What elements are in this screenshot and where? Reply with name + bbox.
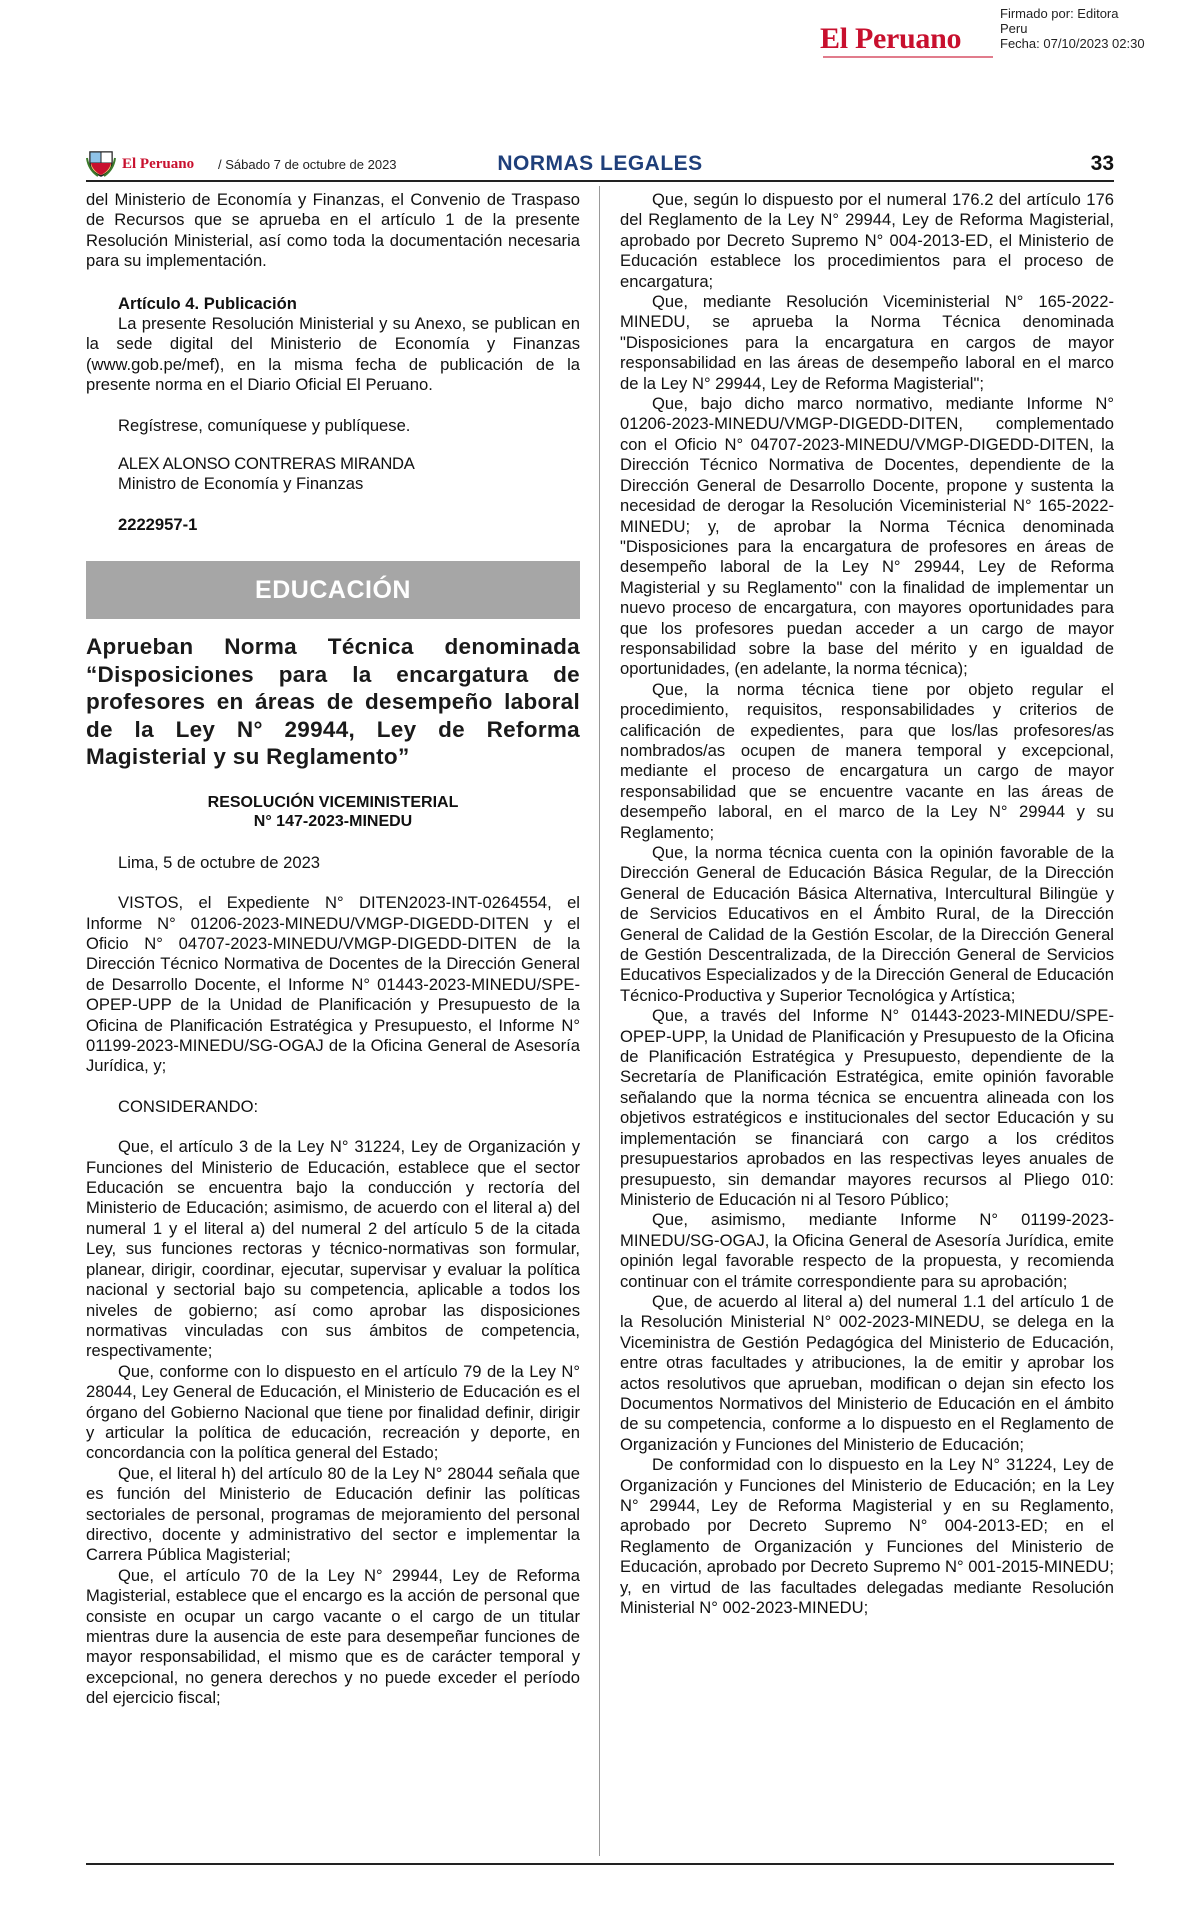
resolution-title <box>86 793 580 831</box>
logo-underline <box>823 56 993 58</box>
paragraph: Que, el artículo 70 de la Ley N° 29944, Ley de Reforma Magisterial, establece que el encargo es la acción de personal que consiste en ocupar un cargo vacante o el cargo de un titular mientras dure la ausencia de este para desempeñar funciones de mayor responsabilidad, el mismo que es de carácter temporal y excepcional, no genera derechos y no puede exceder el período del ejercicio fiscal; <box>86 1565 580 1708</box>
paragraph: Que, conforme con lo dispuesto en el artículo 79 de la Ley N° 28044, Ley General de Educación, el Ministerio de Educación es el órgano del Gobierno Nacional que tiene por finalidad definir, dirigir y articular la política de educación, recreación y deporte, en concordancia con la política general del Estado; <box>86 1361 580 1463</box>
article-title: Artículo 4. Publicación <box>118 293 297 313</box>
header-rule <box>86 180 1114 182</box>
header-date: / Sábado 7 de octubre de 2023 <box>218 157 397 172</box>
paragraph: Que, asimismo, mediante Informe N° 01199-2023-MINEDU/SG-OGAJ, la Oficina General de Asesoría Jurídica, emite opinión legal favorable respecto de la propuesta, y recomienda continuar con el trámite correspondiente para su aprobación; <box>620 1210 1114 1291</box>
norm-summary-title: Aprueban Norma Técnica denominada “Disposiciones para la encargatura de profesores en áreas de desempeño laboral de la Ley N° 29944, Ley de Reforma Magisterial y su Reglamento” <box>86 634 580 770</box>
paragraph: Que, la norma técnica tiene por objeto regular el procedimiento, requisitos, responsabilidades y criterios de calificación de expedientes, para que los/las profesores/as nombrados/as ocupen de manera temporal y excepcional, mediante el proceso de encargatura un cargo de mayor responsabilidad que se encuentre vacante en las áreas de desempeño laboral, en el marco de la Ley N° 29944 y su Reglamento; <box>620 679 1114 842</box>
section-title: NORMAS LEGALES <box>497 152 703 175</box>
resolution-number: N° 147-2023-MINEDU <box>253 812 413 830</box>
page-number: 33 <box>1090 152 1114 175</box>
signer-role: Ministro de Economía y Finanzas <box>118 474 364 494</box>
vistos-paragraph: VISTOS, el Expediente N° DITEN2023-INT-0264554, el Informe N° 01206-2023-MINEDU/VMGP-DIGEDD-DITEN y el Oficio N° 04707-2023-MINEDU/VMGP-DIGEDD-DITEN de la Dirección Técnico Normativa de Docentes de la Dirección General de Desarrollo Docente, el Informe N° 01443-2023-MINEDU/SPE-OPEP-UPP de la Unidad de Planificación y Presupuesto de la Oficina de Planificación Estratégica y Presupuesto, el Informe N° 01199-2023-MINEDU/SG-OGAJ de la Oficina General de Asesoría Jurídica, y; <box>86 893 580 1076</box>
paragraph: Que, bajo dicho marco normativo, mediante Informe N° 01206-2023-MINEDU/VMGP-DIGEDD-DITEN, complementado con el Oficio N° 04707-2023-MINEDU/VMGP-DIGEDD-DITEN, la Dirección Técnico Normativa de Docentes, dependiente de la Dirección General de Desarrollo Docente, propone y sustenta la necesidad de derogar la Resolución Viceministerial N° 165-2022-MINEDU; y, de aprobar la Norma Técnica denominada "Disposiciones para la encargatura de profesores en áreas de desempeño laboral de la Ley N° 29944, Ley de Reforma Magisterial y su Reglamento" con la finalidad de implementar un nuevo proceso de encargatura, con mayores oportunidades para que los profesores puedan acceder a un cargo de mayor responsabilidad sobre la base del mérito y en igualdad de oportunidades, (en adelante, la norma técnica); <box>620 394 1114 679</box>
considerando-heading: CONSIDERANDO: <box>118 1096 259 1116</box>
signature-date: Fecha: 07/10/2023 02:30 <box>1000 36 1145 51</box>
paragraph: Que, según lo dispuesto por el numeral 176.2 del artículo 176 del Reglamento de la Ley N° 29944, Ley de Reforma Magisterial, aprobado por Decreto Supremo N° 004-2013-ED, el Ministerio de Educación establece los procedimientos para el proceso de encargatura; <box>620 190 1114 291</box>
place-date: Lima, 5 de octubre de 2023 <box>118 852 321 872</box>
paragraph: Que, la norma técnica cuenta con la opinión favorable de la Dirección General de Educación Básica Regular, de la Dirección General de Educación Básica Alternativa, Intercultural Bilingüe y de Servicios Educativos en el Ámbito Rural, de la Dirección General de Calidad de la Gestión Escolar, de la Dirección General de Gestión Descentralizada, de la Dirección General de Servicios Educativos Especializados y de la Dirección General de Educación Técnico-Productiva y Superior Tecnológica y Artística; <box>620 843 1114 1005</box>
signed-by: Firmado por: Editora <box>1000 6 1119 21</box>
sector-banner: EDUCACIÓN <box>86 561 580 619</box>
right-column <box>620 190 1114 1618</box>
norm-code: 2222957-1 <box>118 514 198 534</box>
paragraph: del Ministerio de Economía y Finanzas, el Convenio de Traspaso de Recursos que se aprueba en el artículo 1 de la presente Resolución Ministerial, así como toda la documentación necesaria para su implementación. <box>86 190 580 271</box>
header-paper-name: El Peruano <box>122 156 195 172</box>
signature-info <box>1000 6 1145 51</box>
signed-by-2: Peru <box>1000 21 1028 36</box>
paragraph: De conformidad con lo dispuesto en la Ley N° 31224, Ley de Organización y Funciones del Ministerio de Educación; en la Ley N° 29944, Ley de Reforma Magisterial y en su Reglamento, aprobado por Decreto Supremo N° 004-2013-ED; en el Reglamento de Organización y Funciones del Ministerio de Educación, aprobado por Decreto Supremo N° 001-2015-MINEDU; y, en virtud de las facultades delegadas mediante Resolución Ministerial N° 002-2023-MINEDU; <box>620 1455 1114 1618</box>
signer-name: ALEX ALONSO CONTRERAS MIRANDA <box>118 454 415 474</box>
signature-stamp <box>820 6 1192 58</box>
resolution-type: RESOLUCIÓN VICEMINISTERIAL <box>207 793 459 811</box>
page-header <box>86 146 1114 180</box>
paragraph: La presente Resolución Ministerial y su Anexo, se publican en la sede digital del Ministerio de Economía y Finanzas (www.gob.pe/mef), en la misma fecha de publicación de la presente norma en el Diario Oficial El Peruano. <box>86 314 580 395</box>
footer-rule <box>86 1863 1114 1865</box>
column-divider <box>599 186 600 1856</box>
paragraph: Que, mediante Resolución Viceministerial N° 165-2022-MINEDU, se aprueba la Norma Técnica denominada "Disposiciones para la encargatura en cargos de mayor responsabilidad en las áreas de desempeño laboral en el marco de la Ley N° 29944, Ley de Reforma Magisterial"; <box>620 292 1114 393</box>
paragraph: Que, el literal h) del artículo 80 de la Ley N° 28044 señala que es función del Ministerio de Educación definir las políticas sectoriales de personal, programas de mejoramiento del personal directivo, docente y administrativo del sector e implementar la Carrera Pública Magisterial; <box>86 1463 580 1565</box>
closing-formula: Regístrese, comuníquese y publíquese. <box>118 415 411 435</box>
paragraph: Que, a través del Informe N° 01443-2023-MINEDU/SPE-OPEP-UPP, la Unidad de Planificación y Presupuesto de la Oficina de Planificación Estratégica y Presupuesto, dependiente de la Secretaría de Planificación Estratégica, emite opinión favorable señalando que la norma técnica se encuentra alineada con los objetivos estratégicos e institucionales del sector Educación y su implementación se financiará con cargo a los créditos presupuestarios aprobados en las respectivas leyes anuales de presupuesto, sin demandar mayores recursos al Pliego 010: Ministerio de Educación ni al Tesoro Público; <box>620 1006 1114 1209</box>
paragraph: Que, el artículo 3 de la Ley N° 31224, Ley de Organización y Funciones del Ministerio de Educación, establece que el sector Educación se encuentra bajo la conducción y rectoría del Ministerio de Educación; asimismo, de acuerdo con el literal a) del numeral 1 y el literal a) del numeral 2 del artículo 5 de la citada Ley, sus funciones rectoras y técnico-normativas son formular, planear, dirigir, coordinar, ejecutar, supervisar y evaluar la política nacional y sectorial bajo su competencia, aplicable a todos los niveles de gobierno; así como aprobar las disposiciones normativas vinculadas con sus ámbitos de competencia, respectivamente; <box>86 1137 580 1361</box>
left-column <box>86 190 580 1709</box>
el-peruano-logo: El Peruano <box>820 22 962 55</box>
paragraph: Que, de acuerdo al literal a) del numeral 1.1 del artículo 1 de la Resolución Ministerial N° 002-2023-MINEDU, se delega en la Viceministra de Gestión Pedagógica del Ministerio de Educación, entre otras facultades y atribuciones, la de emitir y aprobar los actos resolutivos que aprueban, modifican o dejan sin efecto los Documentos Normativos del Ministerio de Educación en el ámbito de su competencia, conforme a lo dispuesto en el Reglamento de Organización y Funciones del Ministerio de Educación; <box>620 1291 1114 1454</box>
